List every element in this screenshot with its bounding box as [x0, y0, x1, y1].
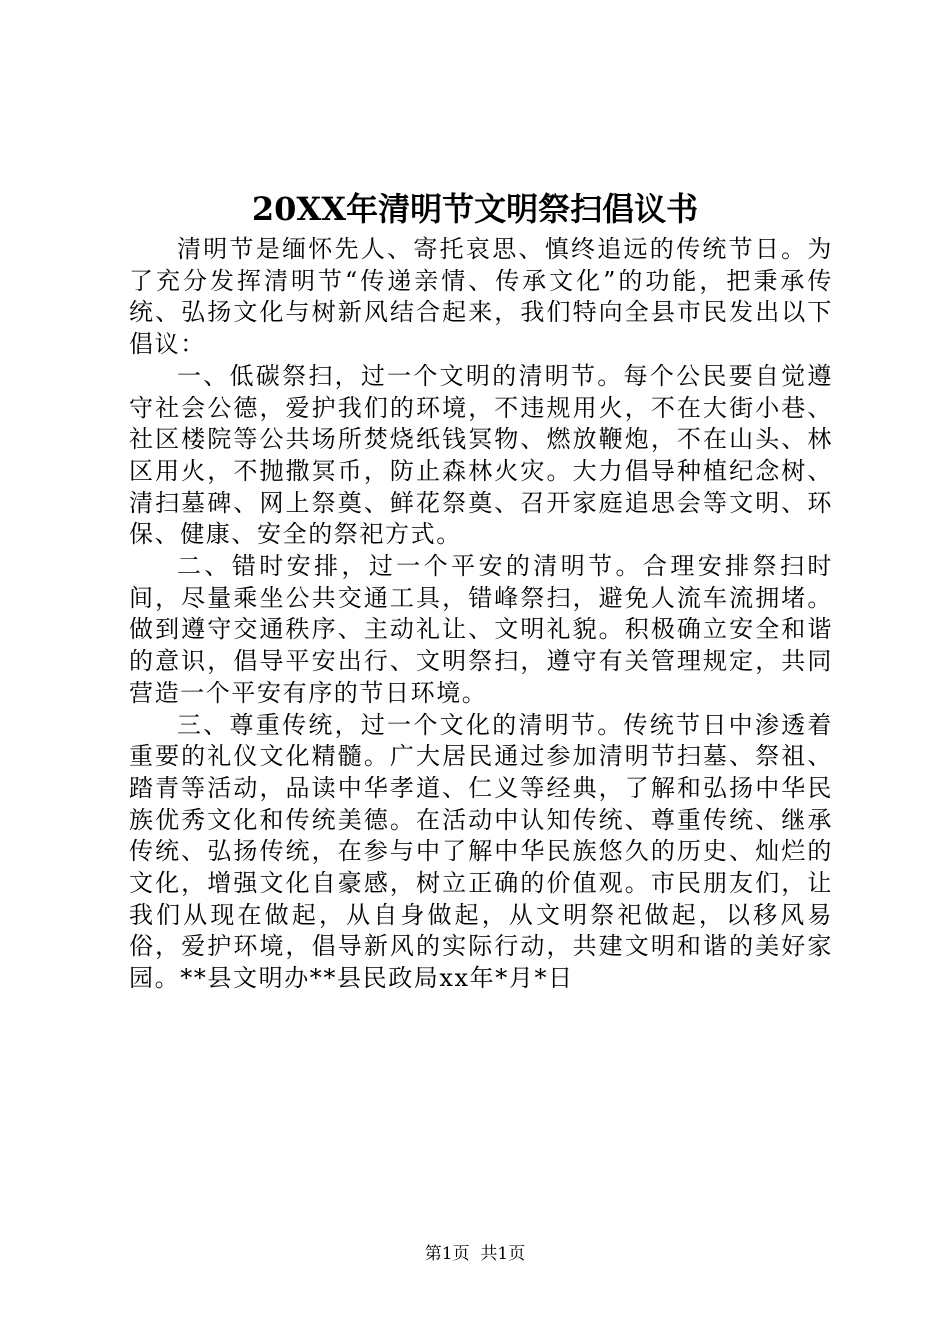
- page-number: 第1页: [424, 1244, 470, 1264]
- proposal-one-paragraph: 一、低碳祭扫，过一个文明的清明节。每个公民要自觉遵守社会公德，爱护我们的环境，不违规用火，不在大街小巷、社区楼院等公共场所焚烧纸钱冥物、燃放鞭炮，不在山头、林区用火，不抛撒冥币，防止森林火灾。大力倡导种植纪念树、清扫墓碑、网上祭奠、鲜花祭奠、召开家庭追思会等文明、环保、健康、安全的祭祀方式。: [129, 361, 833, 549]
- page-total: 共1页: [480, 1244, 526, 1264]
- proposal-two-paragraph: 二、错时安排，过一个平安的清明节。合理安排祭扫时间，尽量乘坐公共交通工具，错峰祭扫，避免人流车流拥堵。做到遵守交通秩序、主动礼让、文明礼貌。积极确立安全和谐的意识，倡导平安出行、文明祭扫，遵守有关管理规定，共同营造一个平安有序的节日环境。: [129, 552, 833, 707]
- document-body: [129, 234, 833, 995]
- intro-paragraph: 清明节是缅怀先人、寄托哀思、慎终追远的传统节日。为了充分发挥清明节“传递亲情、传承文化”的功能，把秉承传统、弘扬文化与树新风结合起来，我们特向全县市民发出以下倡议：: [129, 235, 833, 359]
- proposal-three-paragraph: 三、尊重传统，过一个文化的清明节。传统节日中渗透着重要的礼仪文化精髓。广大居民通过参加清明节扫墓、祭祖、踏青等活动，品读中华孝道、仁义等经典，了解和弘扬中华民族优秀文化和传统美德。在活动中认知传统、尊重传统、继承传统、弘扬传统，在参与中了解中华民族悠久的历史、灿烂的文化，增强文化自豪感，树立正确的价值观。市民朋友们，让我们从现在做起，从自身做起，从文明祭祀做起，以移风易俗，爱护环境，倡导新风的实际行动，共建文明和谐的美好家园。**县文明办**县民政局xx年*月*日: [129, 710, 833, 993]
- page-footer: [0, 1242, 950, 1266]
- document-title: 20XX年清明节文明祭扫倡议书: [251, 190, 699, 228]
